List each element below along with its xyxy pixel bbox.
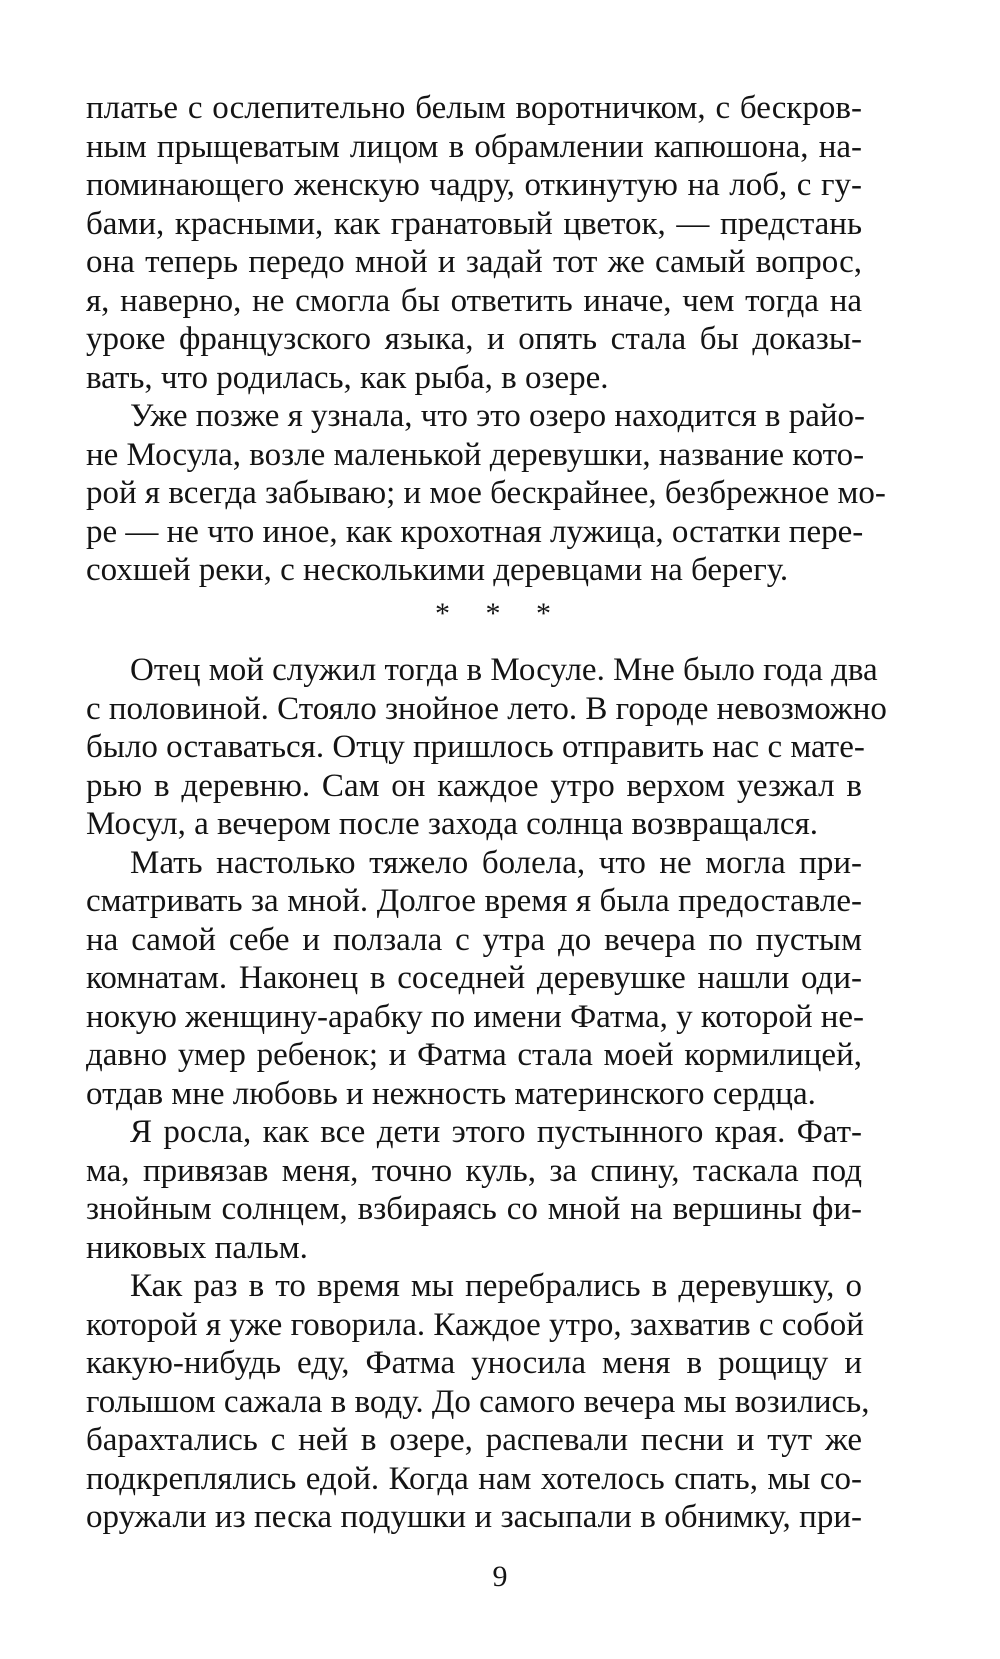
text-line: сохшей реки, с несколькими деревцами на берегу. (86, 552, 789, 588)
text-line: Я росла, как все дети этого пустынного края. Фат- (130, 1114, 862, 1151)
section-divider: * * * (435, 597, 565, 631)
text-line: Мосул, а вечером после захода солнца возвращался. (86, 806, 818, 843)
text-line: бами, красными, как гранатовый цветок, — предстань (86, 205, 862, 242)
text-line: рой я всегда забываю; и мое бескрайнее, безбрежное мо- (86, 475, 886, 511)
text-line: уроке французского языка, и опять стала бы доказы- (86, 321, 862, 357)
text-line: подкреплялись едой. Когда нам хотелось спать, мы со- (86, 1460, 862, 1497)
text-line: голышом сажала в воду. До самого вечера мы возились, (86, 1383, 870, 1420)
text-line: рью в деревню. Сам он каждое утро верхом уезжал в (86, 767, 862, 804)
text-line: давно умер ребенок; и Фатма стала моей кормилицей, (86, 1037, 862, 1074)
text-line: отдав мне любовь и нежность материнского сердца. (86, 1075, 816, 1112)
text-line: ма, привязав меня, точно куль, за спину, таскала под (86, 1152, 862, 1189)
text-line: нокую женщину-арабку по имени Фатма, у которой не- (86, 998, 865, 1035)
text-line: было оставаться. Отцу пришлось отправить нас с мате- (86, 729, 865, 766)
text-line: Как раз в то время мы перебрались в деревушку, о (130, 1268, 862, 1305)
text-line: с половиной. Стояло знойное лето. В городе невозможно (86, 690, 887, 727)
text-line: вать, что родилась, как рыба, в озере. (86, 359, 609, 396)
text-line: никовых пальм. (86, 1229, 308, 1266)
text-line: ным прыщеватым лицом в обрамлении капюшона, на- (86, 128, 862, 165)
text-line: барахтались с ней в озере, распевали песни и тут же (86, 1422, 862, 1459)
text-line: какую-нибудь еду, Фатма уносила меня в рощицу и (86, 1345, 862, 1382)
page-number: 9 (492, 1559, 508, 1593)
text-line: я, наверно, не смогла бы ответить иначе, чем тогда на (86, 282, 862, 319)
text-line: знойным солнцем, взбираясь со мной на вершины фи- (86, 1191, 862, 1228)
text-line: она теперь передо мной и задай тот же самый вопрос, (86, 244, 862, 280)
text-line: которой я уже говорила. Каждое утро, захватив с собой (86, 1306, 864, 1343)
text-line: Уже позже я узнала, что это озеро находится в райо- (130, 398, 866, 434)
text-line: Отец мой служил тогда в Мосуле. Мне было года два (130, 652, 878, 689)
text-line: оружали из песка подушки и засыпали в обнимку, при- (86, 1499, 862, 1536)
text-line: не Мосула, возле маленькой деревушки, название кото- (86, 436, 865, 473)
text-line: платье с ослепительно белым воротничком, с бескров- (86, 90, 862, 126)
text-line: комнатам. Наконец в соседней деревушке нашли оди- (86, 960, 862, 997)
text-line: сматривать за мной. Долгое время я была предоставле- (86, 883, 862, 920)
text-line: Мать настолько тяжело болела, что не могла при- (130, 844, 862, 881)
text-line: ре — не что иное, как крохотная лужица, остатки пере- (86, 513, 864, 550)
text-line: поминающего женскую чадру, откинутую на лоб, с гу- (86, 167, 862, 203)
text-line: на самой себе и ползала с утра до вечера по пустым (86, 921, 862, 958)
